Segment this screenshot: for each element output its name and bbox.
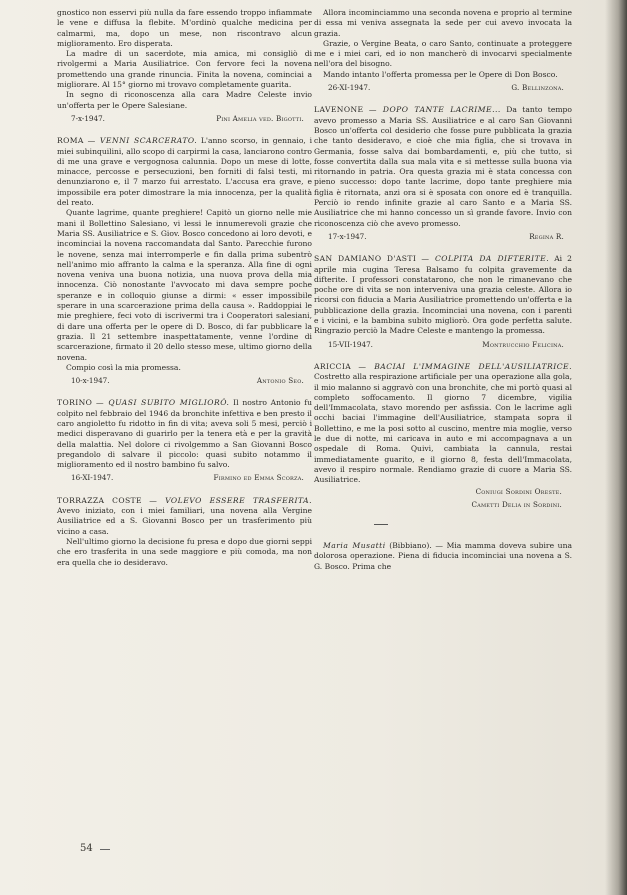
- article-torrazza: [57, 496, 312, 537]
- signature-name: Firmino ed Emma Scorza.: [213, 473, 304, 483]
- article-title: — QUASI SUBITO MIGLIORÒ.: [96, 398, 230, 408]
- article-roma: [57, 136, 312, 208]
- signature-line: [314, 340, 572, 350]
- page-number-dash: [100, 849, 110, 850]
- signature-name: Pini Amelia ved. Bigotti.: [216, 113, 304, 123]
- article-text: L'anno scorso, in gennaio, i miei subinquilini, allo scopo di carpirmi la casa, lanciarono contro di me una grave e vergognosa calunnia. Dopo un mese di lotte, minacce, percosse e persecuzioni, ben forniti di falsi testi, mi denunziarono e, il 7 marzo fui arrestato. L'accusa era grave, e impossibile era poter dimostrare la mia innocenza, per la qualità del reato.: [57, 136, 312, 208]
- signature-name: G. Bellinzona.: [511, 83, 564, 93]
- place-name: LAVENONE: [314, 105, 364, 115]
- signature-date: 10-x-1947.: [71, 376, 110, 386]
- signature-date: 15-VII-1947.: [328, 339, 373, 349]
- signature-name: Montrucchio Felicina.: [482, 339, 564, 349]
- signature-line: [314, 232, 572, 242]
- signature-name: Antonio Seo.: [256, 376, 304, 386]
- signature-date: 7-x-1947.: [71, 113, 105, 123]
- signature-date: 16-XI-1947.: [71, 473, 114, 483]
- place-name: ARICCIA: [314, 361, 352, 371]
- article-text: Ai 2 aprile mia cugina Teresa Balsamo fu colpita gravemente da difterite. I professori constatarono, che non le rimanevano che poche ore di vita se non interveniva una grazia celeste. Allora io ricorsi con fiducia a Maria Ausiliatrice promettendo un'offerta e la pubblicazione della grazia. Incominciai una novena, con i parenti e i vicini, e la bambina subito migliorò. Ora gode perfetta salute. Ringrazio perciò la Madre Celeste e mantengo la promessa.: [314, 254, 572, 336]
- article-text: Avevo iniziato, con i miei familiari, una novena alla Vergine Ausiliatrice ed a S. Giovanni Bosco per un trasferimento più vicino a casa.: [57, 506, 312, 536]
- left-column: [57, 8, 312, 568]
- signature-line: [57, 473, 312, 483]
- paragraph: Quante lagrime, quante preghiere! Capitò un giorno nelle mie mani il Bollettino Salesiano, vi lessi le innumerevoli grazie che Maria SS. Ausiliatrice e S. Giov. Bosco concedono ai loro devoti, e incominciai la novena raccomandata dal Santo. Parecchie furono le novene, senza mai interromperle e fin dalla prima subentrò nell'animo mio affranto la calma e la speranza. Alla fine di ogni novena veniva una buona notizia, una nuova prova della mia innocenza. Ciò nonostante l'avvocato mi dava sempre poche speranze e in colloquio giunse a dirmi: « esser impossibile sperare in una scarcerazione prima della causa ». Raddoppiai le mie preghiere, feci voto di iscrivermi tra i Cooperatori salesiani, di dare una offerta per le opere di D. Bosco, di far pubblicare la grazia. Il 21 settembre inaspettatamente, venne l'ordine di scarcerazione, firmato il 20 dello stesso mese, ultimo giorno della novena.: [57, 208, 312, 362]
- right-column: [314, 8, 572, 572]
- paragraph: Grazie, o Vergine Beata, o caro Santo, continuate a proteggere me e i miei cari, ed io non mancherò di invocarvi specialmente nell'ora del bisogno.: [314, 38, 572, 69]
- article-ariccia: [314, 362, 572, 486]
- article-title: — BACIAI L'IMMAGINE DELL'AUSILIATRICE.: [358, 361, 572, 371]
- article-title: — VOLEVO ESSERE TRASFERITA.: [149, 495, 312, 505]
- article-text: Mia mamma doveva subire una dolorosa operazione. Piena di fiducia incominciai una novena a S. G. Bosco. Prima che: [314, 541, 572, 571]
- section-divider: [374, 524, 388, 525]
- article-text: Da tanto tempo avevo promesso a Maria SS. Ausiliatrice e al caro San Giovanni Bosco un'offerta col desiderio che fosse pure pubblicata la grazia che tanto desideravo, e cioè che mia figlia, che si trovava in Germania, fosse salva dai bombardamenti, e, più che tutto, si fosse convertita dalla sua mala vita e si mettesse sulla buona via ritornando in patria. Ora questa grazia mi è stata concessa con pieno successo: dopo tante lacrime, dopo tante preghiere mia figlia è ritornata, anzi ora si è sposata con onore ed è tranquilla. Perciò io rendo infinite grazie al caro Santo e a Maria SS. Ausiliatrice che mi hanno concesso un sì grande favore. Invio con riconoscenza ciò che avevo promesso.: [314, 105, 572, 228]
- article-title: — COLPITA DA DIFTERITE.: [421, 254, 550, 264]
- article-title: — DOPO TANTE LACRIME...: [368, 105, 501, 115]
- signature-line: [57, 376, 312, 386]
- binding-shadow: [605, 0, 627, 895]
- page-number: 54: [80, 843, 93, 854]
- paragraph: gnostico non esservi più nulla da fare essendo troppo infiammate le vene e diffusa la flebite. M'ordinò qualche medicina per calmarmi, ma, dopo un mese, non riscontravo alcun miglioramento. Ero disperata.: [57, 8, 312, 48]
- signature-line: [314, 83, 572, 93]
- paragraph: Mando intanto l'offerta promessa per le Opere di Don Bosco.: [323, 69, 558, 79]
- article-torino: [57, 398, 312, 470]
- place-name: (Bibbiano). —: [385, 541, 443, 551]
- signature-date: 26-XI-1947.: [328, 83, 371, 93]
- paragraph: Allora incominciammo una seconda novena e proprio al termine di essa mi veniva assegnata la sede per cui avevo invocata la grazia.: [314, 8, 572, 38]
- paragraph: In segno di riconoscenza alla cara Madre Celeste invio un'offerta per le Opere Salesiane.: [57, 90, 312, 110]
- paragraph: La madre di un sacerdote, mia amica, mi consigliò di rivolgermi a Maria Ausiliatrice. Con fervore feci la novena promettendo una grande rinuncia. Finita la novena, cominciai a migliorare. Al 15° giorno mi trovavo completamente guarita.: [57, 49, 312, 90]
- signature-name: Coniugi Sordini Oreste.: [475, 487, 562, 497]
- article-musatti: [314, 541, 572, 572]
- article-lavenone: [314, 105, 572, 229]
- place-name: SAN DAMIANO D'ASTI: [314, 254, 417, 264]
- place-name: TORRAZZA COSTE: [57, 495, 142, 505]
- signature-date: 17-x-1947.: [328, 231, 367, 241]
- paragraph: Compio così la mia promessa.: [66, 362, 181, 372]
- person-name: Maria Musatti: [323, 541, 386, 551]
- place-name: TORINO: [57, 398, 93, 408]
- article-title: — VENNI SCARCERATO.: [87, 136, 198, 146]
- paragraph: Nell'ultimo giorno la decisione fu presa e dopo due giorni seppi che ero trasferita in una sede maggiore e più comoda, ma non era quella che io desideravo.: [57, 536, 312, 567]
- signature-name: Regina R.: [529, 231, 564, 241]
- signature-name: Cametti Delia in Sordini.: [471, 499, 562, 509]
- article-text: Costretto alla respirazione artificiale per una operazione alla gola, il mio malanno si aggravò con una bronchite, che mi portò quasi al completo soffocamento. Il giorno 7 dicembre, vigilia dell'Immacolata, stavo morendo per asfissia. Con le lacrime agli occhi baciai l'immagine dell'Ausiliatrice, stampata sopra il Bollettino, e me la posi sotto al cuscino, mentre mia moglie, verso le due di notte, mi caricava in auto e mi accompagnava a un ospedale di Roma. Quivi, cambiata la cannula, restai immediatamente guarito, e il giorno 8, festa dell'Immacolata, avevo il respiro normale. Rendiamo grazie di cuore a Maria SS. Ausiliatrice.: [314, 372, 572, 485]
- article-san-damiano: [314, 254, 572, 336]
- article-text: Il nostro Antonio fu colpito nel febbraio del 1946 da bronchite infettiva e ben presto il caro angioletto fu ridotto in fin di vita; aveva soli 5 mesi, perciò i medici disperavano di guarirlo per la tenera età e per la gravità della malattia. Nel dolore ci rivolgemmo a San Giovanni Bosco pregandolo di salvare il piccolo: quasi subito notammo il miglioramento ed il nostro bambino fu salvo.: [57, 398, 313, 470]
- place-name: ROMA: [57, 136, 84, 146]
- signature-line: [57, 114, 312, 124]
